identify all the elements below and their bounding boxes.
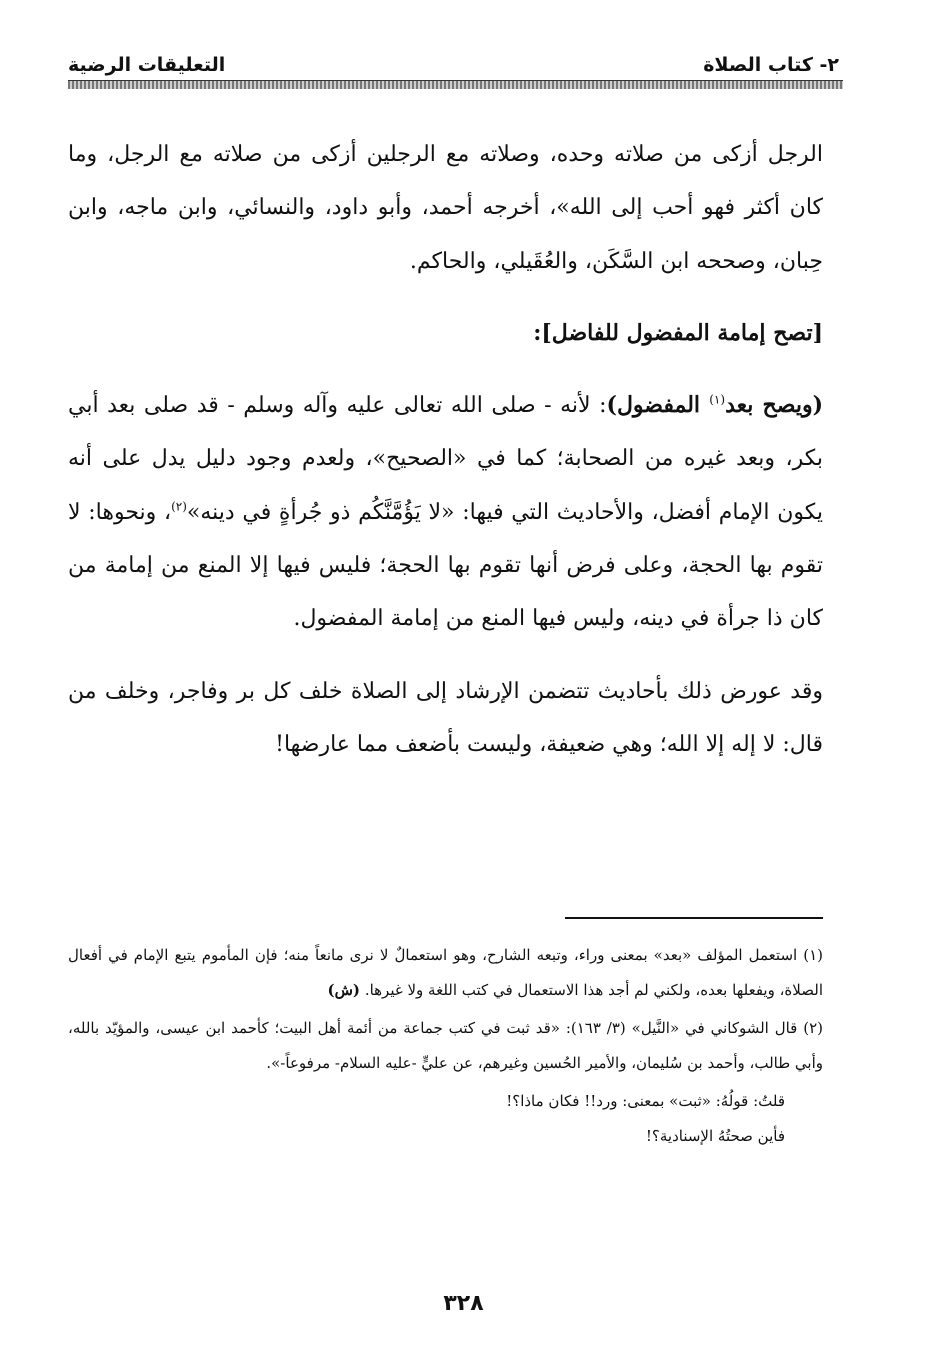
footnote-1-tag: (ش) <box>327 980 361 999</box>
paragraph-3: وقد عورض ذلك بأحاديث تتضمن الإرشاد إلى الصلاة خلف كل بر وفاجر، وخلف من قال: لا إله إلا الله؛ وهي ضعيفة، وليست بأضعف مما عارضها! <box>68 678 823 757</box>
footnote-separator <box>565 917 823 919</box>
main-text <box>68 128 823 771</box>
paragraph-2-text-b: ، ونحوها: لا تقوم بها الحجة، وعلى فرض أنها تقوم بها الحجة؛ فليس فيها إلا المنع من إمامة من كان ذا جرأة في دينه، وليس فيها المنع من إمامة المفضول. <box>68 499 823 632</box>
running-header <box>68 42 839 76</box>
footnotes <box>68 938 823 1153</box>
footnote-2-note-1: قلتُ: قولُهُ: «ثبت» بمعنى: ورد!! فكان ماذا؟! <box>506 1092 785 1110</box>
footnote-2-note-2: فأين صحتُهُ الإسنادية؟! <box>645 1126 785 1145</box>
page-number: ٣٢٨ <box>443 1291 484 1316</box>
book-title: التعليقات الرضية <box>68 54 226 76</box>
paragraph-2-lead-b: المفضول) <box>606 392 710 419</box>
footnote-ref-2: (٢) <box>171 499 187 514</box>
footnote-ref-1: (١) <box>709 392 726 407</box>
section-heading: [تصح إمامة المفضول للفاضل]: <box>533 319 823 346</box>
paragraph-2-text-a: : لأنه - صلى الله تعالى عليه وآله وسلم - قد صلى بعد أبي بكر، وبعد غيره من الصحابة؛ كما في «الصحيح»، ولعدم وجود دليل يدل على أنه يكون الإمام أفضل، والأحاديث التي فيها: «لا يَؤُمَّنَّكُم ذو جُرأةٍ في دينه» <box>68 393 823 525</box>
footnote-1 <box>68 938 823 1007</box>
paragraph-1: الرجل أزكى من صلاته وحده، وصلاته مع الرجلين أزكى من صلاته مع الرجل، وما كان أكثر فهو أحب إلى الله»، أخرجه أحمد، وأبو داود، والنسائي، وابن ماجه، وابن حِبان، وصححه ابن السَّكَن، والعُقَيلي، والحاكم. <box>68 142 823 274</box>
footnote-2: (٢) قال الشوكاني في «النَّيل» (٣/ ١٦٣): «قد ثبت في كتب جماعة من أئمة أهل البيت؛ كأحمد ابن عيسى، والمؤيّد بالله، وأبي طالب، وأحمد بن سُليمان، والأمير الحُسين وغيرهم، عن عليٍّ -عليه السلام- مرفوعاً-». <box>68 1019 824 1072</box>
paragraph-2 <box>68 379 823 645</box>
paragraph-2-lead-a: (ويصح بعد <box>725 392 823 419</box>
footnote-1-text: (١) استعمل المؤلف «بعد» بمعنى وراء، وتبعه الشارح، وهو استعمالٌ لا نرى مانعاً منه؛ فإن المأموم يتبع الإمام في أفعال الصلاة، ويفعلها بعده، ولكني لم أجد هذا الاستعمال في كتب اللغة ولا غيرها. <box>68 946 823 999</box>
chapter-title: ٢- كتاب الصلاة <box>703 54 839 76</box>
header-rule <box>68 80 843 89</box>
